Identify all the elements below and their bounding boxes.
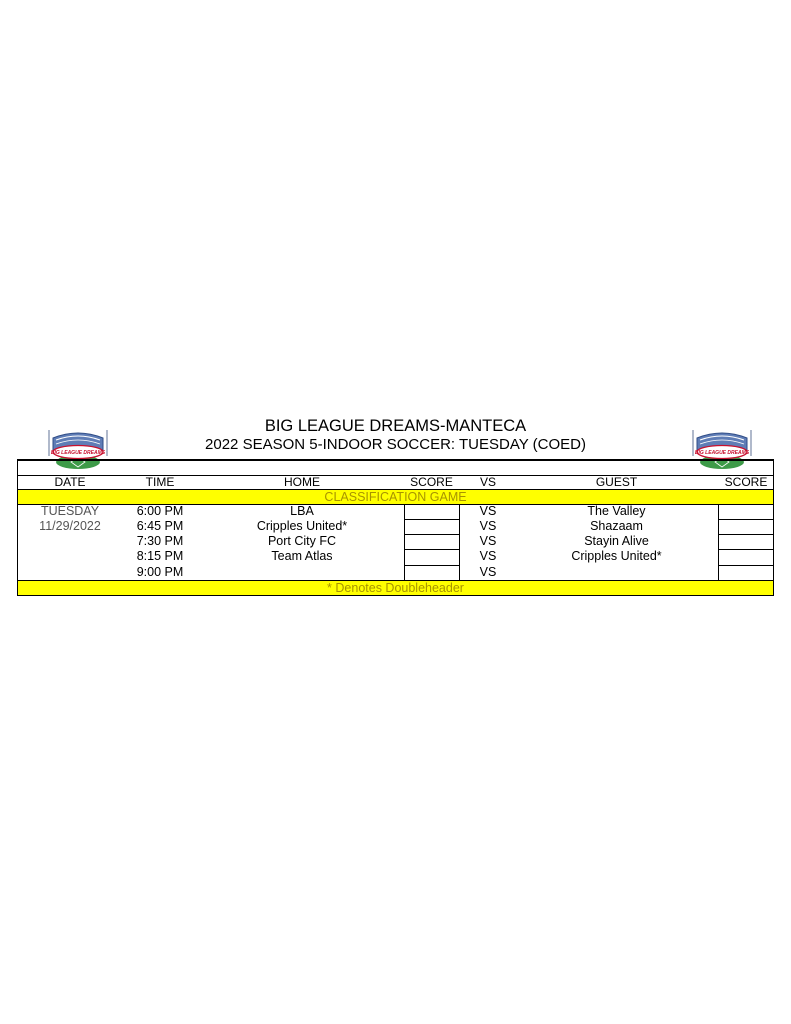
home-team: Port City FC [267,534,337,548]
page-subtitle: 2022 SEASON 5-INDOOR SOCCER: TUESDAY (COED) [205,436,586,453]
column-header-home-score: SCORE [410,475,453,489]
vs-label: VS [479,565,497,579]
guest-score-box [718,504,774,519]
home-team [200,565,404,580]
column-header-time: TIME [145,475,175,489]
game-time: 6:00 PM [136,504,184,518]
column-header-date: DATE [54,475,86,489]
guest-team: The Valley [587,504,646,518]
guest-score-box [718,549,774,565]
column-header-guest-score: SCORE [724,475,768,489]
game-day: TUESDAY [40,504,100,518]
column-header-home: HOME [284,475,320,489]
section-label: CLASSIFICATION GAME [324,490,467,504]
game-time: 7:30 PM [136,534,184,548]
vs-label: VS [479,504,497,518]
footnote-text: * Denotes Doubleheader [327,581,464,595]
guest-team [515,565,718,580]
guest-team: Cripples United* [571,549,662,563]
svg-text:BIG LEAGUE DREAMS: BIG LEAGUE DREAMS [694,450,750,456]
footnote-banner [18,581,773,595]
vs-label: VS [479,549,497,563]
guest-score-box [718,519,774,534]
home-score-box [404,549,460,565]
home-team: Team Atlas [271,549,333,563]
home-team: LBA [290,504,314,518]
game-time: 8:15 PM [136,549,184,563]
column-header-guest: GUEST [595,475,638,489]
game-time: 6:45 PM [136,519,184,533]
home-score-box [404,534,460,549]
home-team: Cripples United* [256,519,348,533]
guest-team: Stayin Alive [584,534,649,548]
guest-score-box [718,565,774,580]
vs-label: VS [479,534,497,548]
vs-label: VS [479,519,497,533]
home-score-box [404,519,460,534]
svg-text:BIG LEAGUE DREAMS: BIG LEAGUE DREAMS [50,450,106,456]
game-time: 9:00 PM [136,565,184,579]
page-title: BIG LEAGUE DREAMS-MANTECA [264,417,527,435]
home-score-box [404,565,460,580]
guest-score-box [718,534,774,549]
column-header-vs: VS [479,475,496,489]
game-date: 11/29/2022 [39,519,101,533]
guest-team: Shazaam [590,519,643,533]
home-score-box [404,504,460,519]
section-banner [18,490,773,505]
